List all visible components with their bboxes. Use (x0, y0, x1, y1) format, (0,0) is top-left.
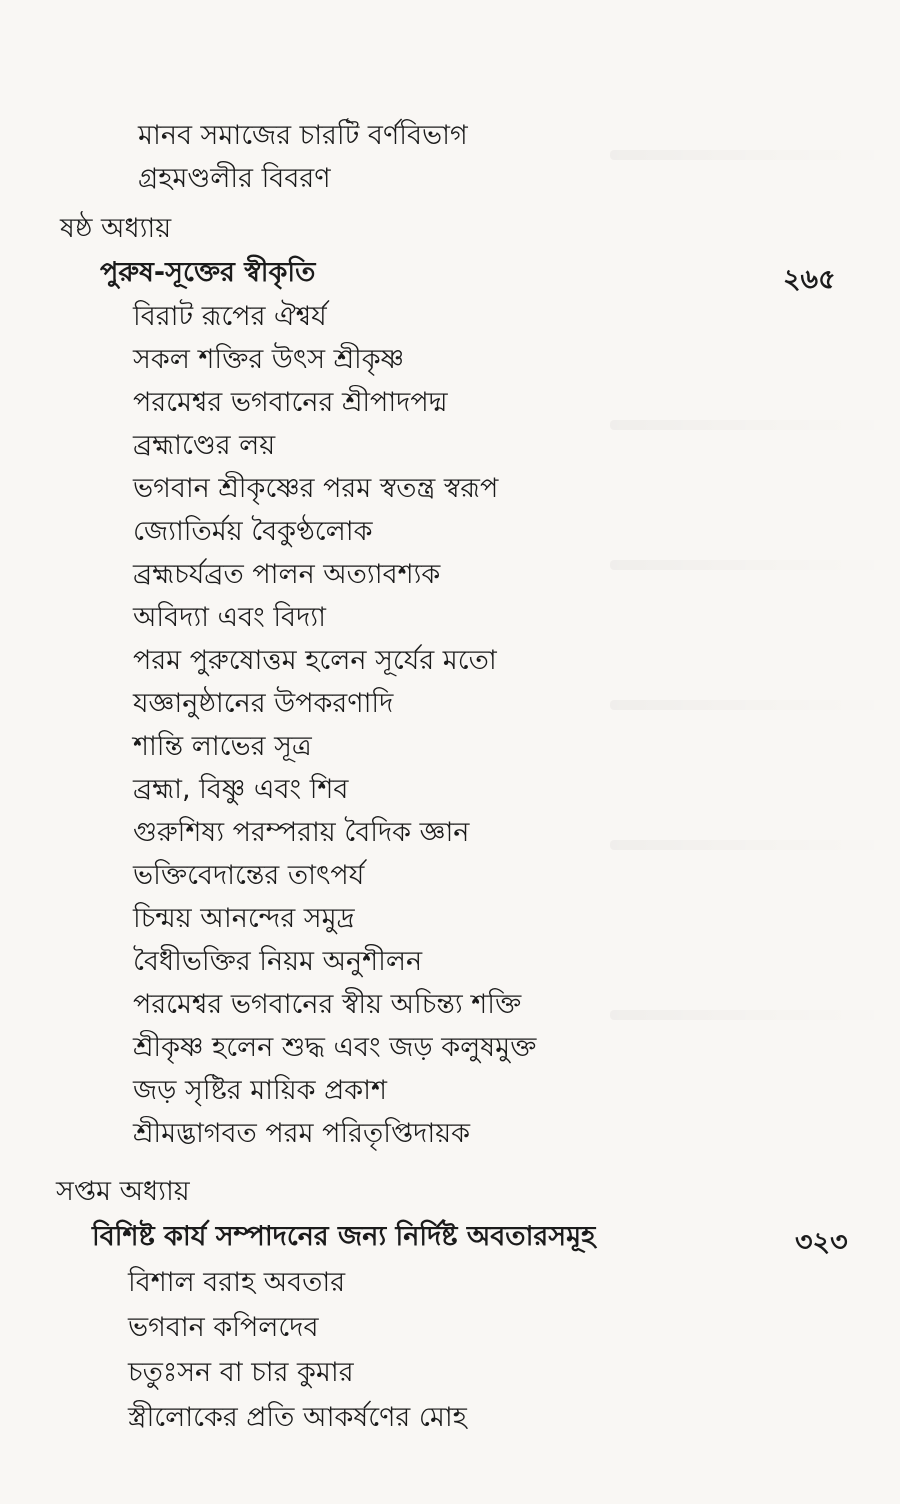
chapter-6-page-number: ২৬৫ (783, 264, 836, 295)
toc-item: স্ত্রীলোকের প্রতি আকর্ষণের মোহ (128, 1402, 467, 1433)
toc-item: ভক্তিবেদান্তের তাৎপর্য (133, 860, 365, 891)
bleed-through-mark (610, 840, 890, 850)
toc-item: গুরুশিষ্য পরম্পরায় বৈদিক জ্ঞান (133, 817, 470, 848)
toc-item: গ্রহমণ্ডলীর বিবরণ (138, 163, 331, 194)
toc-item: যজ্ঞানুষ্ঠানের উপকরণাদি (133, 688, 394, 719)
chapter-6-title: ষষ্ঠ অধ্যায় (60, 213, 172, 244)
toc-item: পরমেশ্বর ভগবানের শ্রীপাদপদ্ম (133, 387, 448, 418)
toc-item: শান্তি লাভের সূত্র (133, 731, 312, 762)
toc-item: পরম পুরুষোত্তম হলেন সূর্যের মতো (133, 645, 497, 676)
bleed-through-mark (610, 560, 890, 570)
toc-item: পরমেশ্বর ভগবানের স্বীয় অচিন্ত্য শক্তি (133, 989, 522, 1020)
chapter-7-page-number: ৩২৩ (795, 1227, 848, 1258)
bleed-through-mark (610, 1010, 890, 1020)
toc-item: সকল শক্তির উৎস শ্রীকৃষ্ণ (133, 344, 405, 375)
toc-item: ব্রহ্মাণ্ডের লয় (133, 430, 276, 461)
chapter-7-title: সপ্তম অধ্যায় (56, 1176, 190, 1207)
bleed-through-mark (610, 700, 890, 710)
toc-item: শ্রীমদ্ভাগবত পরম পরিতৃপ্তিদায়ক (133, 1118, 470, 1149)
bleed-through-mark (610, 420, 890, 430)
toc-item: জ্যোতির্ময় বৈকুণ্ঠলোক (133, 516, 373, 547)
toc-item: শ্রীকৃষ্ণ হলেন শুদ্ধ এবং জড় কলুষমুক্ত (133, 1032, 537, 1063)
toc-item: চিন্ময় আনন্দের সমুদ্র (133, 903, 355, 934)
chapter-7-heading: বিশিষ্ট কার্য সম্পাদনের জন্য নির্দিষ্ট অবতারসমূহ (92, 1221, 596, 1252)
toc-item: ভগবান শ্রীকৃষ্ণের পরম স্বতন্ত্র স্বরূপ (133, 473, 499, 504)
toc-item: বিশাল বরাহ অবতার (128, 1267, 346, 1298)
bleed-through-mark (610, 150, 890, 160)
toc-item: চতুঃসন বা চার কুমার (128, 1357, 354, 1388)
toc-item: বিরাট রূপের ঐশ্বর্য (133, 301, 327, 332)
toc-item: বৈধীভক্তির নিয়ম অনুশীলন (133, 946, 423, 977)
toc-item: ব্রহ্মচর্যব্রত পালন অত্যাবশ্যক (133, 559, 441, 590)
toc-item: জড় সৃষ্টির মায়িক প্রকাশ (133, 1075, 387, 1106)
toc-item: মানব সমাজের চারটি বর্ণবিভাগ (138, 120, 468, 151)
chapter-6-heading: পুরুষ-সূক্তের স্বীকৃতি (100, 257, 316, 288)
toc-item: ভগবান কপিলদেব (128, 1312, 319, 1343)
toc-item: ব্রহ্মা, বিষ্ণু এবং শিব (133, 774, 349, 805)
toc-item: অবিদ্যা এবং বিদ্যা (133, 602, 326, 633)
